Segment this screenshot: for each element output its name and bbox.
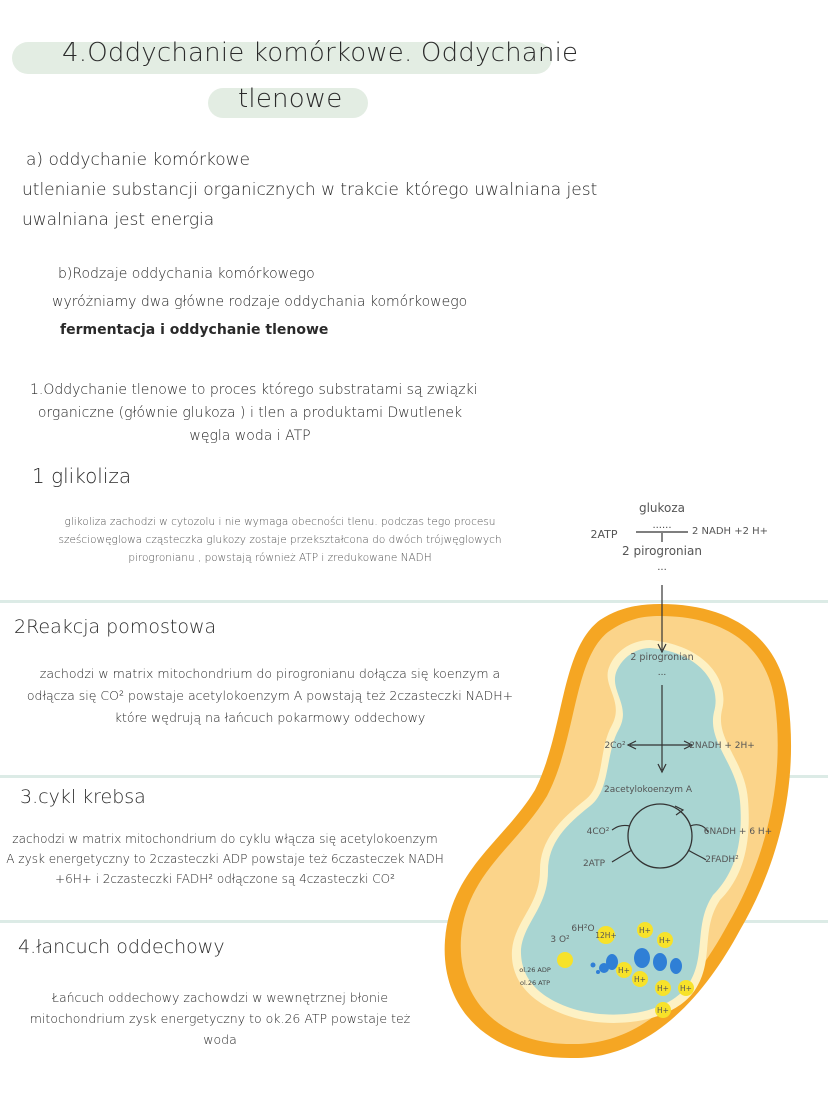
krebs-line1: zachodzi w matrix mitochondrium do cyklu włącza się acetylokoenzym bbox=[12, 832, 438, 846]
diagram-atp-left: 2ATP bbox=[590, 528, 618, 541]
diagram-h12: 12H+ bbox=[595, 931, 617, 940]
page-title-line1: 4.Oddychanie komórkowe. Oddychanie bbox=[62, 38, 579, 68]
diagram-adp: ol.26 ADP bbox=[519, 966, 551, 974]
section-b-line2: fermentacja i oddychanie tlenowe bbox=[60, 322, 329, 338]
pomostowa-line3: które wędrują na łańcuch pokarmowy oddechowy bbox=[114, 710, 426, 725]
page-title-line2: tlenowe bbox=[238, 84, 343, 114]
diagram-h2o: 6H²O bbox=[571, 924, 595, 934]
diagram-acetyl: 2acetylokoenzym A bbox=[603, 785, 693, 795]
diagram-co4: 4CO² bbox=[586, 827, 610, 837]
diagram-atp26: ol.26 ATP bbox=[519, 979, 551, 987]
diagram-hplus-2: H+ bbox=[659, 936, 671, 945]
section-a-line2: uwalniana jest energia bbox=[22, 210, 215, 230]
diagram-protein-4 bbox=[653, 953, 667, 971]
lancuch-heading: 4.łancuch oddechowy bbox=[18, 936, 225, 958]
pomostowa-line2: odłącza się CO² powstaje acetylokoenzym A powstają też 2czasteczki NADH+ bbox=[26, 688, 514, 703]
diagram-fadh: 2FADH² bbox=[705, 855, 739, 865]
section-b-heading: b)Rodzaje oddychania komórkowego bbox=[58, 266, 315, 282]
diagram-nadh2: 2NADH + 2H+ bbox=[689, 741, 755, 751]
krebs-heading: 3.cykl krebsa bbox=[20, 786, 146, 808]
glikoliza-line2: sześciowęglowa cząsteczka glukozy zostaje przekształcona do dwóch trójwęglowych bbox=[58, 534, 502, 546]
krebs-line2: A zysk energetyczny to 2czasteczki ADP powstaje też 6czasteczek NADH bbox=[6, 852, 444, 866]
diagram-hplus-5: H+ bbox=[657, 984, 669, 993]
section-b-line1: wyróżniamy dwa główne rodzaje oddychania komórkowego bbox=[52, 294, 468, 310]
diagram-co2: 2Co² bbox=[604, 741, 626, 751]
diagram-protein-5 bbox=[670, 958, 682, 974]
definition-line2: organiczne (głównie glukoza ) i tlen a produktami Dwutlenek bbox=[37, 405, 463, 421]
diagram-dots2: ... bbox=[657, 562, 667, 573]
diagram-protein-2 bbox=[599, 963, 609, 973]
diagram-hplus-7: H+ bbox=[657, 1006, 669, 1015]
diagram-hplus-6: H+ bbox=[680, 984, 692, 993]
definition-line1: 1.Oddychanie tlenowe to proces którego substratami są związki bbox=[30, 382, 478, 398]
section-a-line1: utlenianie substancji organicznych w trakcie którego uwalniana jest bbox=[22, 180, 598, 200]
diagram-protein-dot-2 bbox=[596, 970, 600, 974]
diagram-nadh-right: 2 NADH +2 H+ bbox=[691, 526, 769, 537]
diagram-o2: 3 O² bbox=[550, 935, 570, 945]
diagram-protein-3 bbox=[634, 948, 650, 968]
glikoliza-line1: glikoliza zachodzi w cytozolu i nie wymaga obecności tlenu. podczas tego procesu bbox=[64, 516, 496, 528]
diagram-inside-pirogronian: 2 pirogronian bbox=[630, 652, 694, 663]
diagram-pirogronian: 2 pirogronian bbox=[622, 544, 702, 558]
definition-line3: węgla woda i ATP bbox=[189, 428, 311, 444]
glikoliza-line3: pirogronianu , powstają również ATP i zredukowane NADH bbox=[128, 552, 432, 564]
pomostowa-line1: zachodzi w matrix mitochondrium do pirogronianu dołącza się koenzym a bbox=[39, 666, 501, 681]
diagram-nadh6: 6NADH + 6 H+ bbox=[703, 827, 773, 837]
diagram-dots: ...... bbox=[652, 520, 672, 531]
lancuch-line2: mitochondrium zysk energetyczny to ok.26 ATP powstaje też bbox=[29, 1011, 411, 1026]
lancuch-line1: Łańcuch oddechowy zachowdzi w wewnętrznej błonie bbox=[51, 990, 389, 1005]
diagram-glukoza: glukoza bbox=[638, 501, 686, 515]
diagram-proton-left bbox=[557, 952, 573, 968]
diagram-hplus-3: H+ bbox=[618, 966, 630, 975]
diagram-hplus-1: H+ bbox=[639, 926, 651, 935]
krebs-line3: +6H+ i 2czasteczki FADH² odłączone są 4czasteczki CO² bbox=[55, 872, 395, 886]
pomostowa-heading: 2Reakcja pomostowa bbox=[14, 616, 217, 638]
lancuch-line3: woda bbox=[203, 1032, 237, 1047]
section-a-heading: a) oddychanie komórkowe bbox=[26, 150, 250, 170]
diagram-protein-dot-1 bbox=[591, 963, 596, 968]
glikoliza-heading: 1 glikoliza bbox=[32, 464, 132, 488]
diagram-hplus-4: H+ bbox=[634, 975, 646, 984]
diagram-atp2: 2ATP bbox=[582, 859, 606, 869]
diagram-inside-dots: ... bbox=[657, 668, 667, 678]
